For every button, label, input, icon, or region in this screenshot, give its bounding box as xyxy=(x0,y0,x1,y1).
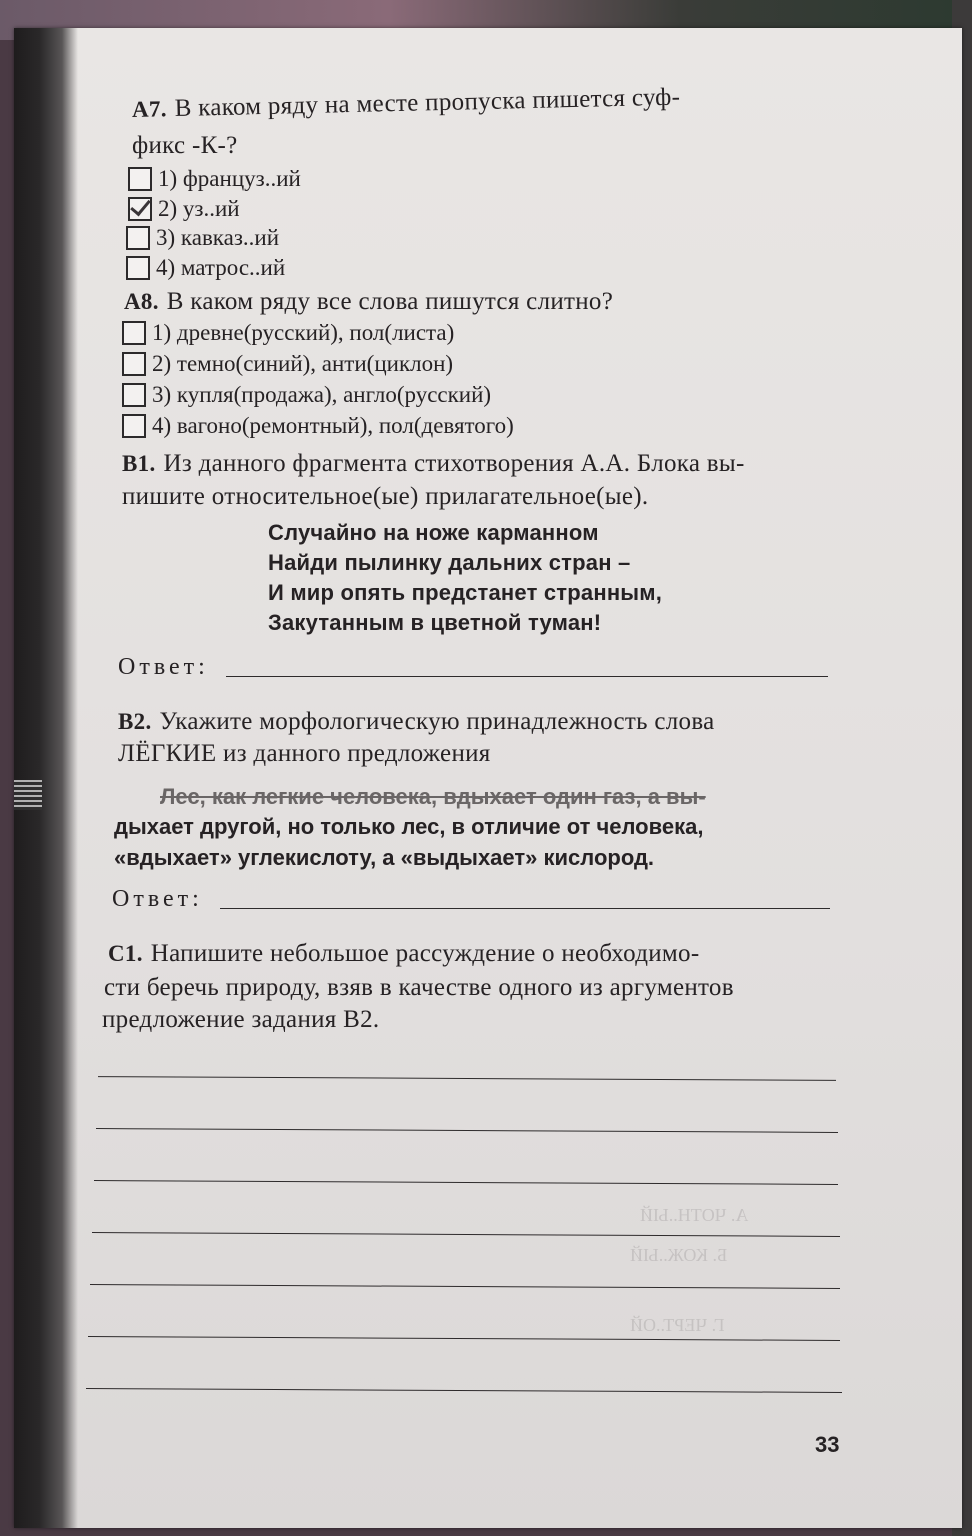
question-a8-text: В каком ряду все слова пишутся слитно? xyxy=(166,288,614,315)
a7-option-2-checkbox[interactable] xyxy=(128,197,152,221)
a7-option-2[interactable] xyxy=(128,196,240,222)
a8-option-3-checkbox[interactable] xyxy=(122,383,146,407)
a8-option-2-label: 2) темно(синий), анти(циклон) xyxy=(152,351,454,376)
a7-option-2-label: 2) уз..ий xyxy=(158,196,240,221)
question-b1-text-line2: пишите относительное(ые) прилагательное(ые). xyxy=(122,483,649,510)
a7-option-3-checkbox[interactable] xyxy=(126,226,150,250)
a8-option-4-label: 4) вагоно(ремонтный), пол(девятого) xyxy=(152,413,514,438)
question-a8 xyxy=(124,288,613,316)
b1-answer-label: Ответ: xyxy=(118,654,209,680)
question-c1-text-line3: предложение задания В2. xyxy=(102,1006,380,1033)
bleed-through-text: Г. ЧЕРТ..ОЙ xyxy=(630,1315,725,1335)
question-a7-text-line2: фикс -К-? xyxy=(132,132,238,159)
b1-answer-line[interactable] xyxy=(226,676,828,677)
a8-option-2-checkbox[interactable] xyxy=(122,352,146,376)
a7-option-1-checkbox[interactable] xyxy=(128,167,152,191)
poem-line-4: Закутанным в цветной туман! xyxy=(268,610,602,635)
a8-option-3-label: 3) купля(продажа), англо(русский) xyxy=(152,382,492,407)
page-number: 33 xyxy=(815,1432,840,1457)
a8-option-1[interactable] xyxy=(122,320,454,346)
a7-option-1[interactable] xyxy=(128,166,301,192)
a7-option-3-label: 3) кавказ..ий xyxy=(156,225,280,250)
a7-option-1-label: 1) француз..ий xyxy=(158,166,301,191)
a8-option-2[interactable] xyxy=(122,351,453,377)
b2-answer-line[interactable] xyxy=(220,908,830,909)
b2-sentence-line-2: дыхает другой, но только лес, в отличие от человека, xyxy=(114,814,704,839)
poem-line-2: Найди пылинку дальних стран – xyxy=(268,550,631,575)
question-b2-label: В2. xyxy=(118,709,152,734)
a8-option-1-label: 1) древне(русский), пол(листа) xyxy=(152,320,455,345)
question-b1-text-line1: Из данного фрагмента стихотворения А.А. Блока вы- xyxy=(163,450,745,477)
question-c1 xyxy=(108,940,699,968)
question-a8-label: А8. xyxy=(124,289,159,314)
b2-answer-label: Ответ: xyxy=(112,886,203,912)
question-a7-text-line1: В каком ряду на месте пропуска пишется суф- xyxy=(174,83,681,123)
b2-sentence-line-1: Лес, как легкие человека, вдыхает один газ, а вы- xyxy=(160,784,706,809)
question-a7-label: А7. xyxy=(131,96,168,122)
a7-option-4[interactable] xyxy=(126,255,285,281)
question-c1-text-line2: сти беречь природу, взяв в качестве одного из аргументов xyxy=(104,974,734,1001)
question-b2-text-line1: Укажите морфологическую принадлежность слова xyxy=(159,708,715,735)
b2-sentence-line-3: «вдыхает» углекислоту, а «выдыхает» кислород. xyxy=(114,845,655,870)
spine-marks xyxy=(14,780,42,810)
a8-option-4-checkbox[interactable] xyxy=(122,414,146,438)
a7-option-3[interactable] xyxy=(126,225,279,251)
a7-option-4-label: 4) матрос..ий xyxy=(156,255,286,280)
bleed-through-text: Б. КОЖ..ЫЙ xyxy=(630,1245,728,1265)
question-b2 xyxy=(118,708,715,736)
workbook-page xyxy=(14,28,962,1528)
a8-option-3[interactable] xyxy=(122,382,491,408)
question-b1-label: В1. xyxy=(122,451,156,476)
question-c1-text-line1: Напишите небольшое рассуждение о необходимо- xyxy=(150,940,700,967)
a8-option-4[interactable] xyxy=(122,413,514,439)
poem-line-3: И мир опять предстанет странным, xyxy=(268,580,663,605)
poem-line-1: Случайно на ноже карманном xyxy=(268,520,599,545)
a7-option-4-checkbox[interactable] xyxy=(126,256,150,280)
question-b1 xyxy=(122,450,745,478)
page-spine-shadow xyxy=(14,28,78,1528)
bleed-through-text: А. ЧОТН..ЫЙ xyxy=(640,1205,749,1225)
a8-option-1-checkbox[interactable] xyxy=(122,321,146,345)
question-b2-text-line2: ЛЁГКИЕ из данного предложения xyxy=(118,740,491,767)
question-c1-label: С1. xyxy=(108,941,143,966)
